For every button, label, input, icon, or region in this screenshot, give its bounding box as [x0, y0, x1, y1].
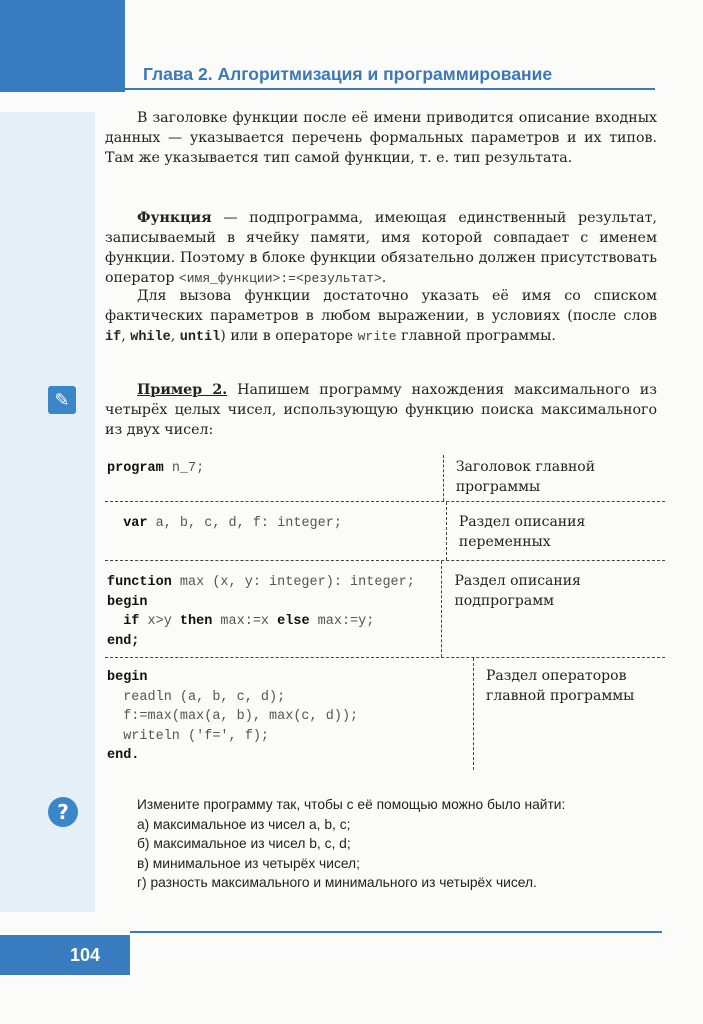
text: Напишем программу нахождения максимального из четырёх целых чисел, использующую функцию поиска максимального из двух чисел:: [105, 382, 657, 438]
paragraph-function-definition: [105, 208, 657, 289]
exercise-item: г) разность максимального и минимального из четырёх чисел.: [137, 875, 537, 890]
keyword: else: [277, 614, 310, 629]
keyword: then: [179, 614, 213, 629]
example-label: Пример 2.: [137, 382, 228, 398]
code-cell: [105, 658, 474, 770]
term: Функция: [137, 210, 212, 226]
example-intro: [105, 380, 657, 440]
code-description: Раздел операторов главной программы: [486, 668, 635, 704]
code-row: [105, 658, 665, 770]
text: Для вызова функции достаточно указать её имя со списком фактических параметров в любом выражении, в условиях (после слов: [105, 288, 657, 324]
code-cell: [105, 502, 447, 560]
keyword: program: [107, 461, 164, 476]
keyword: function: [107, 575, 172, 590]
question-icon: ?: [48, 797, 78, 827]
code: readln (a, b, c, d); f:=max(max(a, b), max(c, d)); writeln ('f=', f);: [123, 689, 359, 744]
text: ) или в операторе: [220, 328, 358, 344]
chapter-title: Глава 2. Алгоритмизация и программирование: [143, 64, 553, 84]
code-inline: <имя_функции>:=<результат>: [178, 271, 382, 286]
exercise: [137, 795, 565, 893]
code: a, b, c, d, f: integer;: [147, 516, 342, 531]
code-cell: [105, 455, 444, 501]
code-row: [105, 455, 665, 502]
code: n_7;: [163, 461, 205, 476]
header-color-block: [0, 0, 125, 92]
code-description: Раздел описания подпрограмм: [454, 573, 581, 609]
text: ,: [121, 328, 131, 344]
keyword: end;: [107, 633, 140, 649]
code-description: Заголовок главной программы: [455, 459, 596, 495]
exercise-intro: Измените программу так, чтобы с её помощью можно было найти:: [137, 797, 566, 812]
keyword: if: [107, 614, 140, 629]
code: max:=x: [212, 614, 278, 629]
text: главной программы.: [396, 328, 556, 344]
side-margin-column: [0, 112, 95, 912]
keyword: while: [130, 330, 171, 345]
keyword: end.: [107, 748, 140, 763]
paragraph-function-call: [105, 286, 657, 348]
code: max:=y;: [309, 614, 375, 629]
page-number: 104: [0, 935, 130, 975]
exercise-item: в) минимальное из четырёх чисел;: [137, 855, 360, 871]
code: x>y: [139, 614, 180, 629]
code-description: Раздел описания переменных: [458, 514, 586, 550]
text: .: [381, 270, 387, 286]
code-row: [105, 561, 665, 658]
title-rule: [125, 88, 655, 90]
keyword: var: [107, 516, 148, 531]
code-table: [105, 455, 665, 770]
keyword: write: [357, 329, 397, 344]
keyword: if: [105, 330, 122, 345]
exercise-item: а) максимальное из чисел a, b, c;: [137, 816, 351, 832]
text: ,: [170, 328, 180, 344]
code: max (x, y: integer): integer;: [171, 575, 415, 590]
keyword: begin: [107, 594, 148, 610]
paragraph-function-header: В заголовке функции после её имени приводится описание входных данных — указывается перечень формальных параметров и их типов. Там же указывается тип самой функции, т. е. тип результата.: [105, 110, 657, 166]
text: — подпрограмма, имеющая единственный результат, записываемый в ячейку памяти, имя которой совпадает с именем функции. Поэтому в блоке функции обязательно должен присутствовать оператор: [105, 210, 657, 286]
pencil-icon: ✎: [48, 386, 76, 414]
keyword: until: [179, 330, 221, 345]
code-row: [105, 502, 665, 561]
footer-rule: [130, 931, 662, 933]
code-cell: [105, 561, 442, 657]
exercise-item: б) максимальное из чисел b, c, d;: [137, 836, 351, 851]
keyword: begin: [107, 670, 148, 685]
